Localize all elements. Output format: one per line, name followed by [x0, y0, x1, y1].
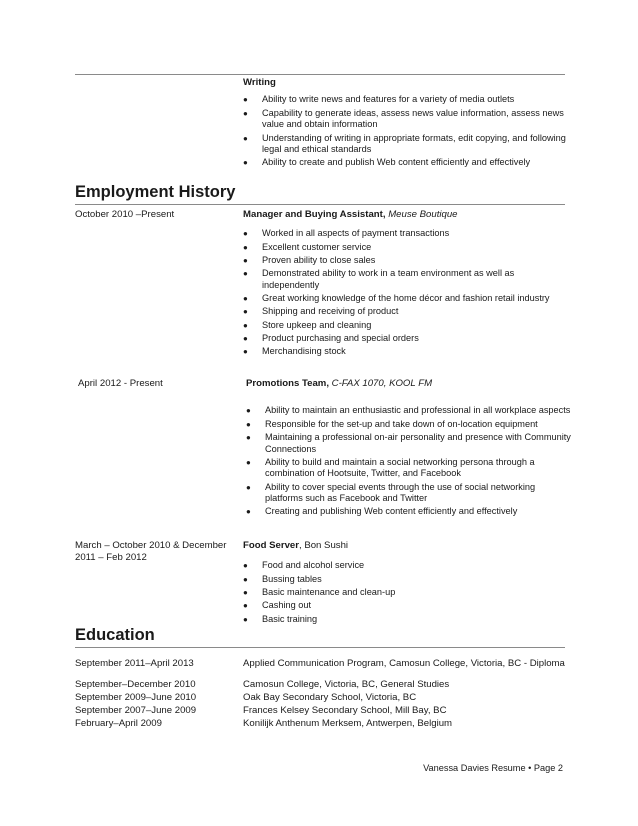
bullet-icon: ● — [243, 307, 248, 317]
bullet-icon: ● — [243, 133, 248, 143]
bullet-icon: ● — [243, 574, 248, 584]
list-item: ● Basic training — [243, 613, 318, 624]
job-title: Promotions Team, C-FAX 1070, KOOL FM — [246, 378, 433, 389]
job-section — [243, 540, 568, 627]
job-bullets — [246, 405, 571, 517]
bullet-icon: ● — [243, 294, 248, 304]
education-rule — [75, 647, 565, 648]
education-desc: Frances Kelsey Secondary School, Mill Bay, BC — [243, 705, 447, 716]
writing-bullets — [243, 94, 568, 168]
job-bullets — [243, 228, 568, 357]
bullet-icon: ● — [243, 333, 248, 343]
list-item: ● Product purchasing and special orders — [243, 332, 419, 343]
education-dates: September–December 2010 — [75, 679, 196, 690]
list-item: ● Bussing tables — [243, 573, 322, 584]
list-item: ● Shipping and receiving of product — [243, 306, 399, 317]
list-item: ● Responsible for the set-up and take down of on-location equipment — [246, 418, 538, 429]
education-desc: Konilijk Anthenum Merksem, Antwerpen, Belgium — [243, 718, 453, 729]
writing-title: Writing — [243, 77, 276, 88]
list-item: ● Worked in all aspects of payment transactions — [243, 228, 450, 239]
bullet-icon: ● — [243, 588, 248, 597]
bullet-icon: ● — [246, 507, 251, 517]
page-footer: Vanessa Davies Resume • Page 2 — [423, 763, 563, 773]
list-item: ● Merchandising stock — [243, 346, 346, 357]
writing-section — [243, 77, 568, 171]
list-item: ● Excellent customer service — [243, 241, 372, 252]
bullet-icon: ● — [243, 320, 248, 330]
bullet-icon: ● — [246, 433, 251, 442]
list-item: ● Great working knowledge of the home décor and fashion retail industry — [243, 293, 550, 304]
list-item: ● Ability to write news and features for a variety of media outlets — [243, 94, 515, 105]
bullet-icon: ● — [246, 482, 251, 492]
list-item: ● Capability to generate ideas, assess news value information, assess news value and obtain information — [243, 107, 564, 130]
bullet-icon: ● — [246, 419, 251, 429]
education-dates: September 2009–June 2010 — [75, 692, 197, 703]
bullet-icon: ● — [243, 614, 248, 624]
education-dates: September 2011–April 2013 — [75, 658, 194, 669]
bullet-icon: ● — [246, 457, 251, 467]
job-bullets — [243, 560, 568, 625]
list-item: ● Understanding of writing in appropriate formats, edit copying, and following legal and ethical standards — [243, 132, 566, 154]
list-item: ● Ability to build and maintain a social networking persona through a combination of Hootsuite, Twitter, and Facebook — [246, 456, 535, 479]
list-item: ● Food and alcohol service — [243, 560, 365, 571]
list-item: ● Proven ability to close sales — [243, 255, 376, 265]
job-section — [243, 209, 568, 360]
list-item: ● Demonstrated ability to work in a team environment as well as independently — [243, 268, 515, 290]
list-item: ● Store upkeep and cleaning — [243, 319, 372, 330]
job-title: Food Server, Bon Sushi — [243, 540, 349, 551]
bullet-icon: ● — [243, 269, 248, 279]
list-item: ● Cashing out — [243, 600, 312, 611]
education-desc: Oak Bay Secondary School, Victoria, BC — [243, 692, 417, 703]
list-item: ● Ability to cover special events through the use of social networking platforms such as Facebook and Twitter — [246, 481, 536, 504]
top-rule — [75, 74, 565, 75]
job-section — [246, 378, 571, 520]
bullet-icon: ● — [243, 229, 248, 239]
job-title: Manager and Buying Assistant, Meuse Boutique — [243, 209, 458, 220]
list-item: ● Ability to maintain an enthusiastic and professional in all workplace aspects — [246, 405, 571, 416]
bullet-icon: ● — [243, 601, 248, 611]
education-desc: Camosun College, Victoria, BC, General Studies — [243, 679, 450, 690]
education-heading: Education — [75, 626, 155, 644]
bullet-icon: ● — [243, 95, 248, 105]
list-item: ● Basic maintenance and clean-up — [243, 587, 396, 597]
education-dates: September 2007–June 2009 — [75, 705, 197, 716]
bullet-icon: ● — [243, 256, 248, 265]
bullet-icon: ● — [243, 242, 248, 252]
employment-heading: Employment History — [75, 183, 236, 201]
bullet-icon: ● — [243, 108, 248, 118]
bullet-icon: ● — [243, 347, 248, 357]
bullet-icon: ● — [246, 406, 251, 416]
job-dates: October 2010 –Present — [75, 209, 175, 220]
education-dates: February–April 2009 — [75, 718, 162, 729]
list-item: ● Maintaining a professional on-air personality and presence with Community Connections — [246, 432, 571, 454]
list-item: ● Creating and publishing Web content efficiently and effectively — [246, 506, 518, 517]
job-dates: March – October 2010 & December 2011 – Feb 2012 — [75, 540, 227, 564]
bullet-icon: ● — [243, 561, 248, 571]
employment-rule — [75, 204, 565, 205]
job-dates: April 2012 - Present — [78, 378, 163, 389]
education-desc: Applied Communication Program, Camosun College, Victoria, BC - Diploma — [243, 658, 565, 669]
list-item: ● Ability to create and publish Web content efficiently and effectively — [243, 157, 531, 168]
bullet-icon: ● — [243, 158, 248, 168]
